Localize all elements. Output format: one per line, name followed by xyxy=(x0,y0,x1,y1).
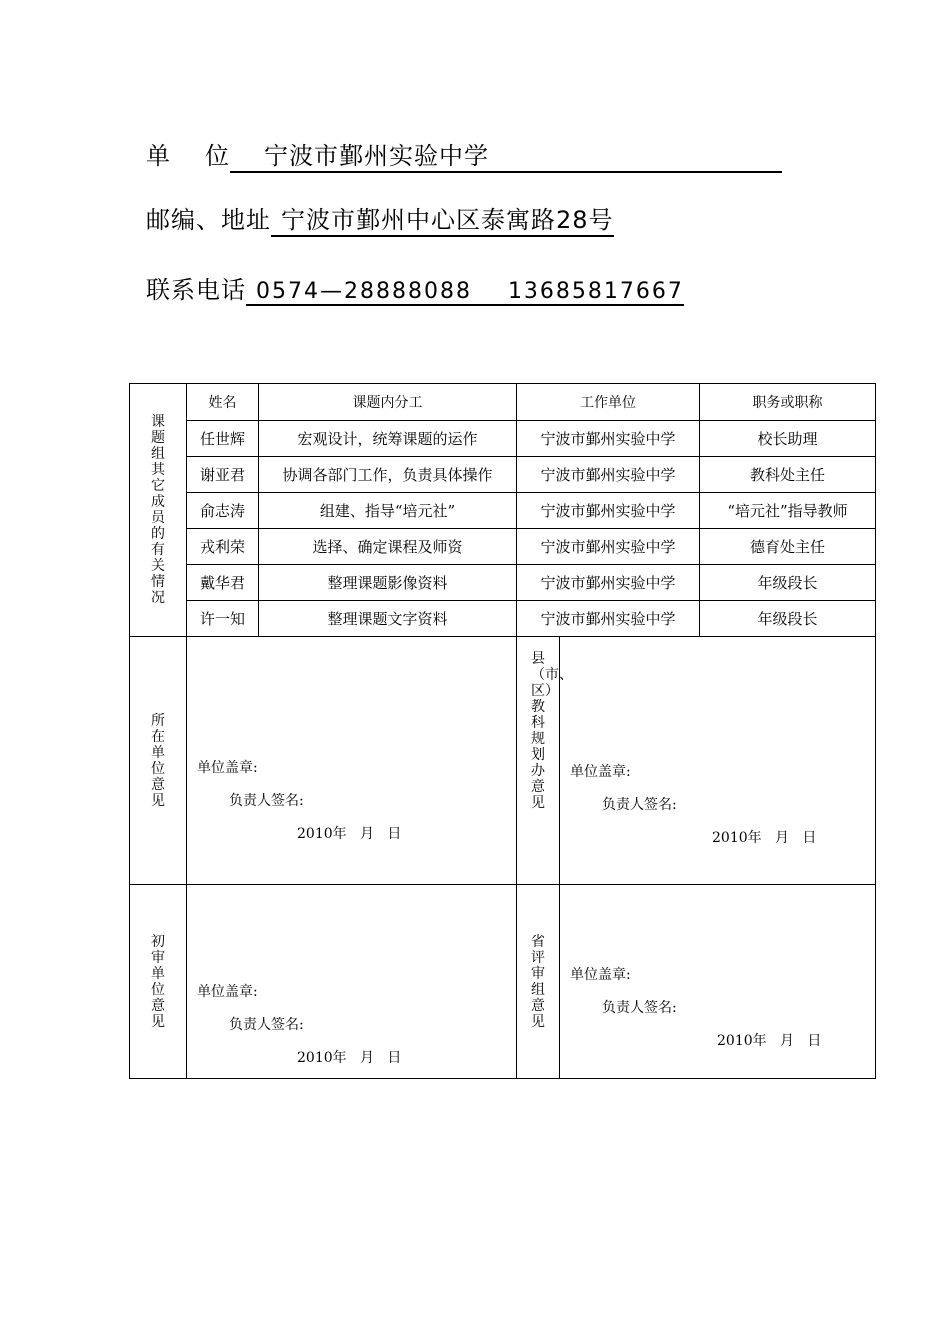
seal-label: 单位盖章: xyxy=(197,760,258,776)
province-opinion-label-cell xyxy=(517,885,560,1079)
date-label: 2010年 月 日 xyxy=(297,826,402,842)
date-label: 2010年 月 日 xyxy=(717,1033,822,1049)
members-side-label-cell xyxy=(130,384,187,637)
member-unit: 宁波市鄞州实验中学 xyxy=(517,493,700,529)
county-opinion-label: 县（市、区）教科规划办意见 xyxy=(531,651,573,811)
county-opinion-box xyxy=(560,637,876,885)
unit-label xyxy=(146,136,230,171)
seal-label: 单位盖章: xyxy=(197,984,258,1000)
table-header-row xyxy=(130,384,876,421)
county-opinion-label-cell xyxy=(517,637,573,885)
prelim-opinion-box xyxy=(187,885,517,1079)
member-unit: 宁波市鄞州实验中学 xyxy=(517,457,700,493)
member-unit: 宁波市鄞州实验中学 xyxy=(517,529,700,565)
province-opinion-box xyxy=(560,885,876,1079)
address-line xyxy=(146,200,614,237)
unit-opinion-label-cell xyxy=(130,637,187,885)
member-title: 年级段长 xyxy=(700,601,876,637)
unit-label-char-1: 单 xyxy=(146,142,171,170)
signature-label: 负责人签名: xyxy=(602,797,677,813)
date-label: 2010年 月 日 xyxy=(297,1050,402,1066)
table-row xyxy=(130,601,876,637)
member-task: 整理课题影像资料 xyxy=(259,565,517,601)
member-task: 选择、确定课程及师资 xyxy=(259,529,517,565)
opinion-row-2 xyxy=(130,885,876,1079)
table-row xyxy=(130,457,876,493)
table-row xyxy=(130,421,876,457)
phone-label: 联系电话 xyxy=(146,276,246,304)
unit-opinion-label: 所在单位意见 xyxy=(151,712,165,809)
member-task: 协调各部门工作，负责具体操作 xyxy=(259,457,517,493)
signature-label: 负责人签名: xyxy=(229,1017,304,1033)
member-title: “培元社”指导教师 xyxy=(700,493,876,529)
member-name: 谢亚君 xyxy=(187,457,259,493)
column-header: 职务或职称 xyxy=(700,384,876,421)
member-task: 宏观设计，统筹课题的运作 xyxy=(259,421,517,457)
table-row xyxy=(130,493,876,529)
province-opinion-label: 省评审组意见 xyxy=(531,933,545,1030)
phone-line xyxy=(146,270,684,306)
members-side-label: 课题组其它成员的有关情况 xyxy=(151,414,165,606)
member-name: 戎利荣 xyxy=(187,529,259,565)
phone-value: 0574—28888088 13685817667 xyxy=(246,279,684,306)
member-title: 年级段长 xyxy=(700,565,876,601)
member-name: 戴华君 xyxy=(187,565,259,601)
unit-line xyxy=(146,136,782,173)
member-name: 许一知 xyxy=(187,601,259,637)
member-name: 任世辉 xyxy=(187,421,259,457)
member-unit: 宁波市鄞州实验中学 xyxy=(517,565,700,601)
signature-label: 负责人签名: xyxy=(229,793,304,809)
member-unit: 宁波市鄞州实验中学 xyxy=(517,421,700,457)
member-unit: 宁波市鄞州实验中学 xyxy=(517,601,700,637)
members-table xyxy=(129,383,876,1079)
seal-label: 单位盖章: xyxy=(570,764,631,780)
member-name: 俞志涛 xyxy=(187,493,259,529)
column-header: 工作单位 xyxy=(517,384,700,421)
signature-label: 负责人签名: xyxy=(602,1000,677,1016)
member-title: 教科处主任 xyxy=(700,457,876,493)
date-label: 2010年 月 日 xyxy=(712,830,817,846)
table-row xyxy=(130,529,876,565)
column-header: 姓名 xyxy=(187,384,259,421)
table-row xyxy=(130,565,876,601)
unit-label-char-2: 位 xyxy=(205,142,230,170)
address-value: 宁波市鄞州中心区泰寓路28号 xyxy=(271,200,614,237)
prelim-opinion-label-cell xyxy=(130,885,187,1079)
member-task: 组建、指导“培元社” xyxy=(259,493,517,529)
unit-opinion-box xyxy=(187,637,517,885)
column-header: 课题内分工 xyxy=(259,384,517,421)
member-task: 整理课题文字资料 xyxy=(259,601,517,637)
seal-label: 单位盖章: xyxy=(570,967,631,983)
address-label: 邮编、地址 xyxy=(146,206,271,234)
prelim-opinion-label: 初审单位意见 xyxy=(151,933,165,1030)
member-title: 校长助理 xyxy=(700,421,876,457)
member-title: 德育处主任 xyxy=(700,529,876,565)
opinion-row-1 xyxy=(130,637,876,885)
unit-value: 宁波市鄞州实验中学 xyxy=(230,136,782,173)
